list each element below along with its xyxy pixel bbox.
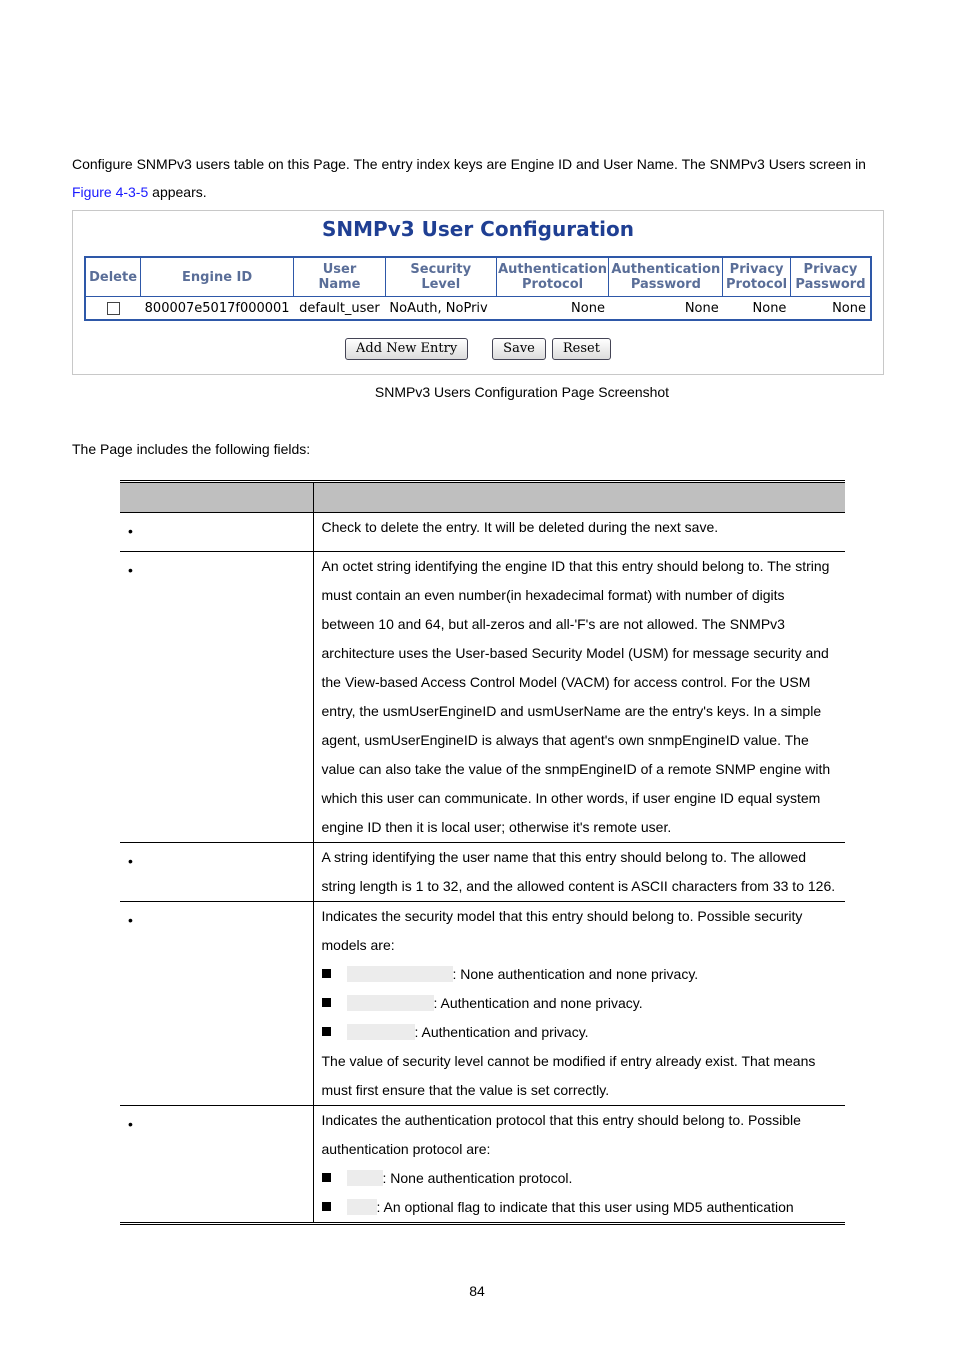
square-bullet-icon xyxy=(322,1027,331,1036)
fields-intro: The Page includes the following fields: xyxy=(72,441,311,457)
delete-cell xyxy=(85,297,141,321)
field-bullet: • xyxy=(120,513,313,552)
square-bullet-icon xyxy=(322,969,331,978)
field-row-auth-protocol xyxy=(120,1106,845,1224)
field-description-text: Indicates the authentication protocol that this entry should belong to. Possible authentication protocol are: xyxy=(321,1112,801,1157)
field-description xyxy=(313,1106,845,1224)
header-privacy-protocol: Privacy Protocol xyxy=(723,257,791,297)
square-bullet-icon xyxy=(322,998,331,1007)
screenshot-title: SNMPv3 User Configuration xyxy=(322,217,634,241)
fields-header-row xyxy=(120,482,845,513)
header-auth-password: Authentication Password xyxy=(609,257,723,297)
auth-password-cell: None xyxy=(609,297,723,321)
security-level-cell: NoAuth, NoPriv xyxy=(385,297,496,321)
field-bullet: • xyxy=(120,843,313,902)
highlight-mark xyxy=(347,1199,377,1215)
page-number: 84 xyxy=(469,1283,485,1299)
header-user-name: User Name xyxy=(294,257,386,297)
auth-protocol-cell: None xyxy=(496,297,609,321)
highlight-mark xyxy=(347,966,453,982)
user-name-cell: default_user xyxy=(294,297,386,321)
field-row-user-name xyxy=(120,843,845,902)
square-bullet-icon xyxy=(322,1173,331,1182)
field-bullet: • xyxy=(120,1106,313,1224)
header-engine-id: Engine ID xyxy=(141,257,294,297)
list-item: : Authentication and none privacy. xyxy=(322,989,838,1018)
header-privacy-password: Privacy Password xyxy=(790,257,871,297)
field-description xyxy=(313,902,845,1106)
field-description-after: The value of security level cannot be modified if entry already exist. That means must first ensure that the value is set correctly. xyxy=(321,1053,816,1098)
list-item: : None authentication protocol. xyxy=(322,1164,838,1193)
header-security-level: Security Level xyxy=(385,257,496,297)
field-row-engine-id xyxy=(120,552,845,843)
list-item: : None authentication and none privacy. xyxy=(322,960,838,989)
list-item: : Authentication and privacy. xyxy=(322,1018,838,1047)
button-bar xyxy=(73,338,883,360)
table-header-row xyxy=(85,257,871,297)
field-description: Check to delete the entry. It will be deleted during the next save. xyxy=(313,513,845,552)
fields-table xyxy=(120,480,845,1225)
delete-checkbox[interactable] xyxy=(107,302,120,315)
highlight-mark xyxy=(347,1170,383,1186)
header-delete: Delete xyxy=(85,257,141,297)
intro-text-before: Configure SNMPv3 users table on this Page. The entry index keys are Engine ID and User Name. The SNMPv3 Users screen in xyxy=(72,156,866,172)
intro-text-after: appears. xyxy=(148,184,207,200)
engine-id-cell: 800007e5017f000001 xyxy=(141,297,294,321)
reset-button[interactable]: Reset xyxy=(552,338,611,360)
square-bullet-icon xyxy=(322,1202,331,1211)
intro-paragraph xyxy=(72,150,892,206)
field-row-delete xyxy=(120,513,845,552)
field-row-security-level xyxy=(120,902,845,1106)
description-header xyxy=(313,482,845,513)
field-description: A string identifying the user name that this entry should belong to. The allowed string length is 1 to 32, and the allowed content is ASCII characters from 33 to 126. xyxy=(313,843,845,902)
highlight-mark xyxy=(347,1024,415,1040)
field-description-text: Indicates the security model that this entry should belong to. Possible security models are: xyxy=(321,908,803,953)
field-bullet: • xyxy=(120,552,313,843)
snmpv3-user-table xyxy=(84,256,872,321)
list-item: : An optional flag to indicate that this user using MD5 authentication xyxy=(322,1193,838,1222)
field-description: An octet string identifying the engine ID that this entry should belong to. The string must contain an even number(in hexadecimal format) with number of digits between 10 and 64, but all-zeros and all-'F's are not allowed. The SNMPv3 architecture uses the User-based Security Model (USM) for message security and the View-based Access Control Model (VACM) for access control. For the USM entry, the usmUserEngineID and usmUserName are the entry's keys. In a simple agent, usmUserEngineID is always that agent's own snmpEngineID value. The value can also take the value of the snmpEngineID of a remote SNMP engine with which this user can communicate. In other words, if user engine ID equal system engine ID then it is local user; otherwise it's remote user. xyxy=(313,552,845,843)
figure-link[interactable]: Figure 4-3-5 xyxy=(72,184,149,200)
field-bullet: • xyxy=(120,902,313,1106)
privacy-protocol-cell: None xyxy=(723,297,791,321)
header-auth-protocol: Authentication Protocol xyxy=(496,257,609,297)
highlight-mark xyxy=(347,995,434,1011)
privacy-password-cell: None xyxy=(790,297,871,321)
figure-caption: SNMPv3 Users Configuration Page Screenshot xyxy=(374,384,670,400)
save-button[interactable]: Save xyxy=(492,338,546,360)
table-row xyxy=(85,297,871,321)
object-header xyxy=(120,482,313,513)
add-new-entry-button[interactable]: Add New Entry xyxy=(345,338,468,360)
screenshot-frame xyxy=(72,210,884,375)
